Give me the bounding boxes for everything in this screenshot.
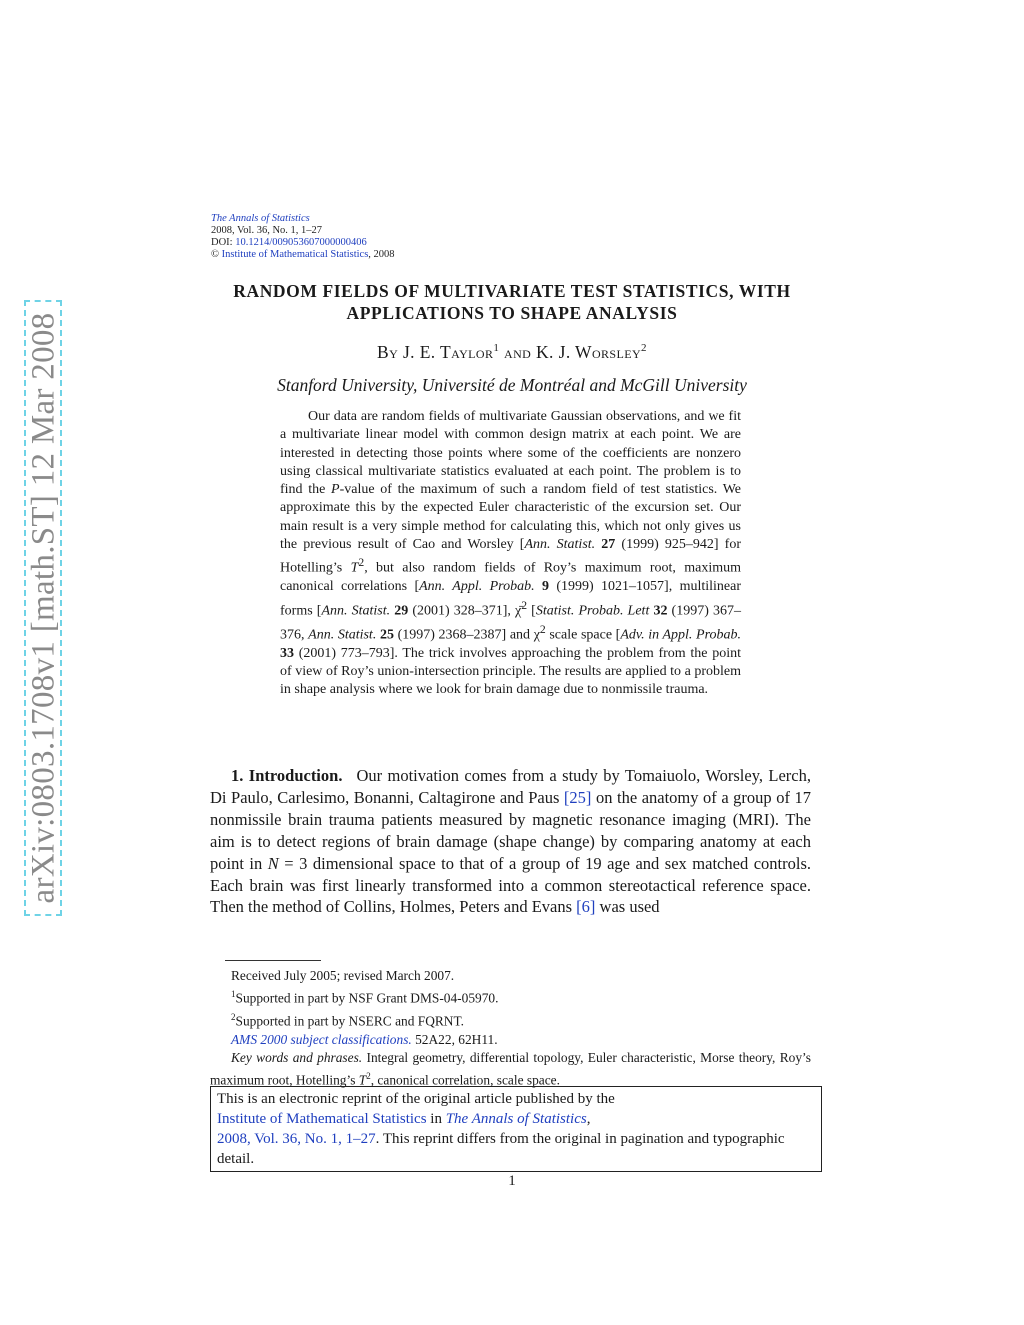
ims-link[interactable]: Institute of Mathematical Statistics: [221, 249, 369, 260]
citation-link-6[interactable]: [6]: [576, 897, 596, 917]
paper-title: RANDOM FIELDS OF MULTIVARIATE TEST STATISTICS, WITH APPLICATIONS TO SHAPE ANALYSIS: [233, 281, 791, 323]
authors: By J. E. Taylor$^1$ and K. J. Worsley$^2$: [377, 342, 647, 362]
footnote-2: $^2$Supported in part by NSERC and FQRNT.: [231, 1011, 465, 1029]
reprint-ims-link[interactable]: Institute of Mathematical Statistics: [217, 1111, 427, 1127]
journal-copyright: © Institute of Mathematical Statistics, 2008: [211, 249, 395, 260]
ams-classification: AMS 2000 subject classifications. 52A22, 62H11.: [231, 1031, 498, 1047]
reprint-notice: This is an electronic reprint of the original article published by the Institute of Mathematical Statistics in The Annals of Statistics, 2008, Vol. 36, No. 1, 1–27. This reprint differs from the original in pagination and typographic detail.: [210, 1086, 822, 1172]
citation-link-25[interactable]: [25]: [563, 787, 592, 807]
journal-volume: 2008, Vol. 36, No. 1, 1–27: [211, 225, 323, 236]
section-heading: 1. Introduction.: [231, 766, 343, 785]
reprint-volume-link[interactable]: 2008, Vol. 36, No. 1, 1–27: [217, 1131, 376, 1147]
footnotes: [210, 967, 811, 1090]
journal-header: [211, 213, 395, 261]
ams-classification-link[interactable]: AMS 2000 subject classifications.: [231, 1031, 412, 1047]
footnote-divider: [225, 960, 321, 961]
author-2: K. J. Worsley: [536, 342, 642, 362]
author-1: J. E. Taylor: [402, 342, 494, 362]
page-number: 1: [508, 1173, 516, 1189]
introduction-paragraph: 1. Introduction. Our motivation comes from a study by Tomaiuolo, Worsley, Lerch, Di Paulo, Carlesimo, Bonanni, Caltagirone and Paus [25] on the anatomy of a group of 17 nonmissile brain trauma patients measured by magnetic resonance imaging (MRI). The aim is to detect regions of brain damage (shape change) by comparing anatomy at each point in N = 3 dimensional space to that of a group of 19 age and sex matched controls. Each brain was first linearly transformed into a common stereotactical reference space. Then the method of Collins, Holmes, Peters and Evans [6] was used: [210, 766, 811, 917]
journal-name-link[interactable]: The Annals of Statistics: [211, 213, 310, 224]
keywords: Key words and phrases. Integral geometry, differential topology, Euler characteristic, Morse theory, Roy’s maximum root, Hotelling’s $T^2$, canonical correlation, scale space.: [210, 1049, 811, 1088]
journal-doi: DOI: 10.1214/009053607000000406: [211, 237, 367, 248]
footnote-1: $^1$Supported in part by NSF Grant DMS-04-05970.: [231, 989, 499, 1006]
received-dates: Received July 2005; revised March 2007.: [231, 968, 455, 983]
reprint-journal-link[interactable]: The Annals of Statistics: [445, 1111, 587, 1127]
arxiv-stamp[interactable]: arXiv:0803.1708v1 [math.ST] 12 Mar 2008: [25, 312, 62, 904]
affiliations: Stanford University, Université de Montréal and McGill University: [277, 375, 747, 395]
abstract: Our data are random fields of multivariate Gaussian observations, and we fit a multivariate linear model with common design matrix at each point. We are interested in detecting those points where some of the coefficients are nonzero using classical multivariate statistics evaluated at each point. The problem is to find the P-value of the maximum of such a random field of test statistics. We approximate this by the expected Euler characteristic of the excursion set. Our main result is a very simple method for calculating this, which not only gives us the previous result of Cao and Worsley [Ann. Statist. 27 (1999) 925–942] for Hotelling’s $T^2$, but also random fields of Roy’s maximum root, maximum canonical correlations [Ann. Appl. Probab. 9 (1999) 1021–1057], multilinear forms [Ann. Statist. 29 (2001) 328–371], χ̄$^2$ [Statist. Probab. Lett 32 (1997) 367–376, Ann. Statist. 25 (1997) 2368–2387] and $\chi^2$ scale space [Adv. in Appl. Probab. 33 (2001) 773–793]. The trick involves approaching the problem from the point of view of Roy’s union-intersection principle. The results are applied to a problem in shape analysis where we look for brain damage due to nonmissile trauma.: [280, 409, 742, 698]
doi-link[interactable]: 10.1214/009053607000000406: [235, 237, 367, 248]
